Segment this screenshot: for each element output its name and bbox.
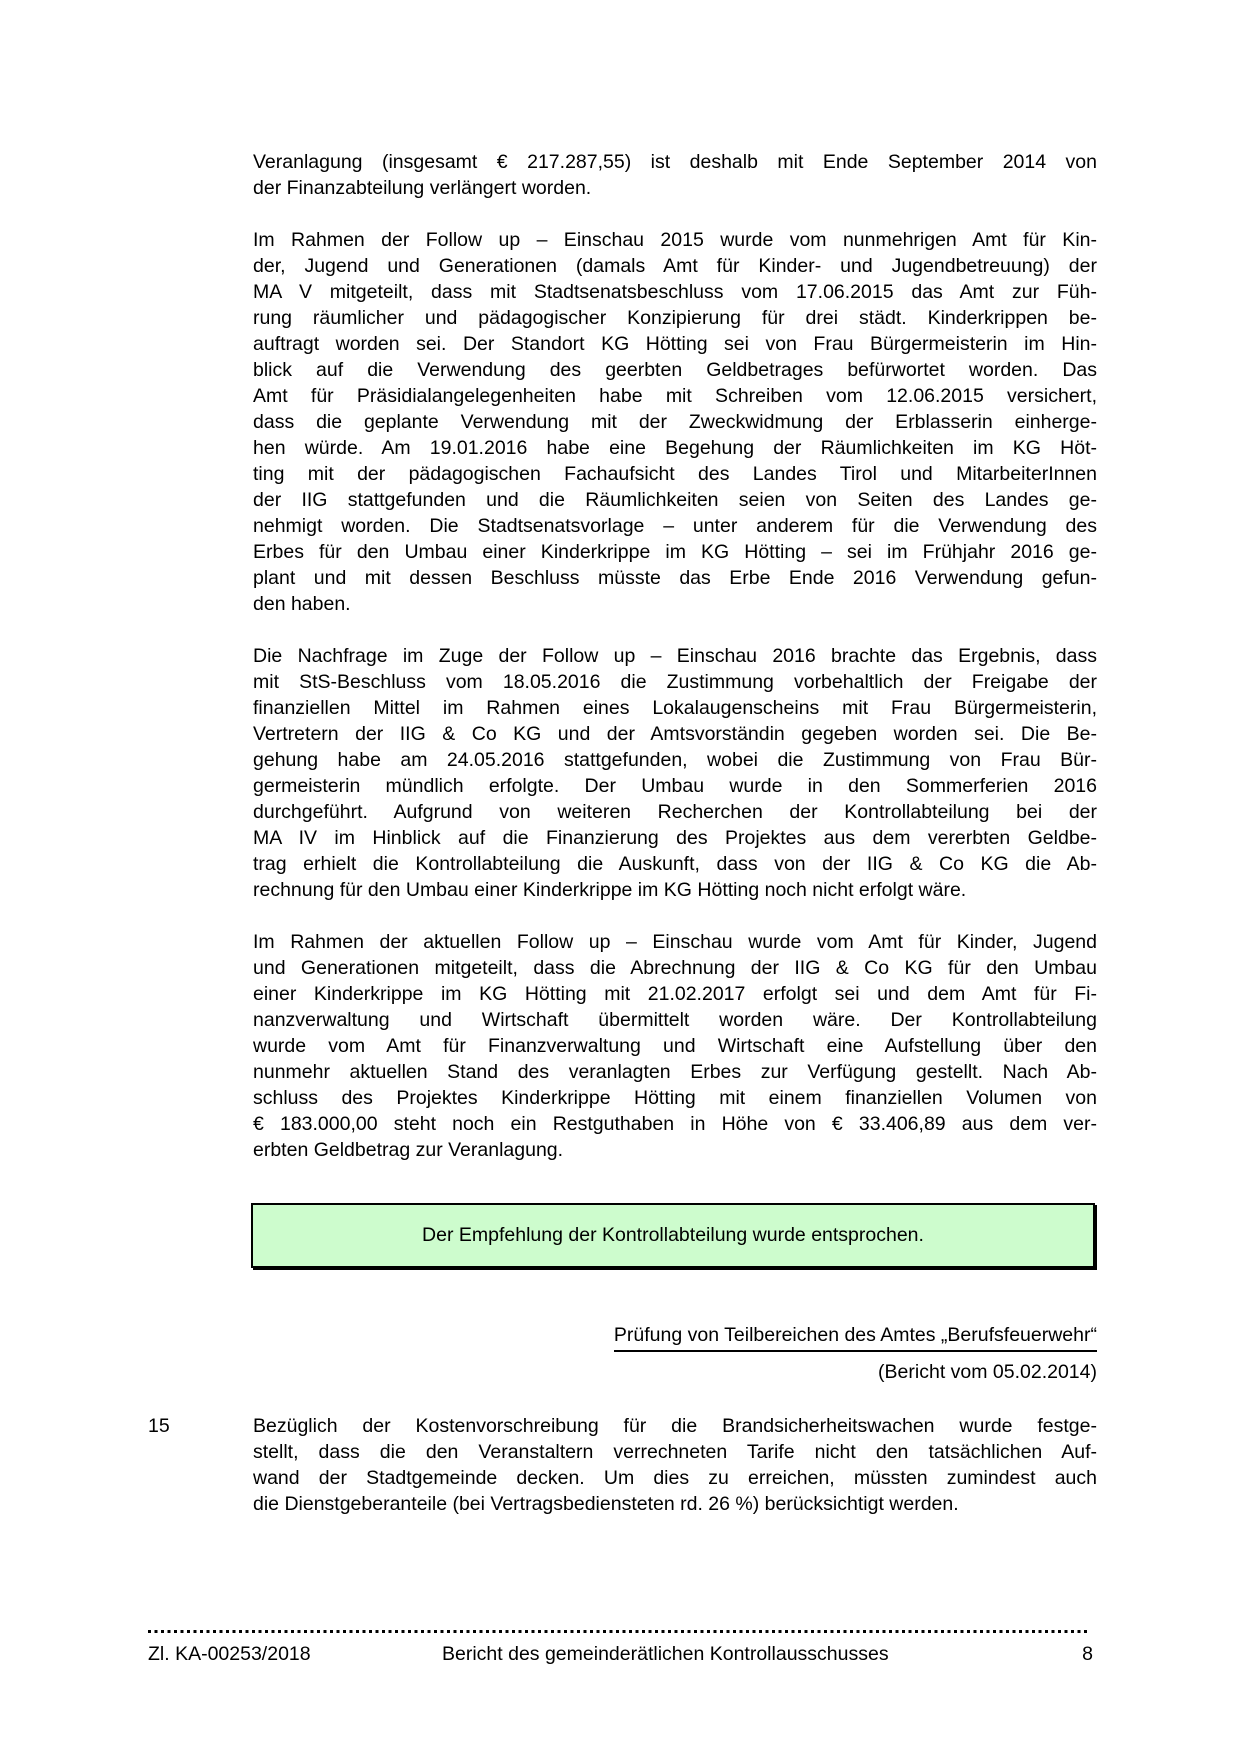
text-line: blick auf die Verwendung des geerbten Geldbetrages befürwortet worden. Das	[253, 359, 1097, 381]
text-line: trag erhielt die Kontrollabteilung die Auskunft, dass von der IIG & Co KG die Ab-	[253, 853, 1097, 875]
text-line: plant und mit dessen Beschluss müsste das Erbe Ende 2016 Verwendung gefun-	[253, 567, 1097, 589]
text-line: Bezüglich der Kostenvorschreibung für die Brandsicherheitswachen wurde festge-	[253, 1415, 1097, 1437]
text-line: wurde vom Amt für Finanzverwaltung und Wirtschaft eine Aufstellung über den	[253, 1035, 1097, 1057]
text-line: dass die geplante Verwendung mit der Zweckwidmung der Erblasserin einherge-	[253, 411, 1097, 433]
text-line: erbten Geldbetrag zur Veranlagung.	[253, 1139, 564, 1161]
text-line: der IIG stattgefunden und die Räumlichkeiten seien von Seiten des Landes ge-	[253, 489, 1097, 511]
text-line: Veranlagung (insgesamt € 217.287,55) ist deshalb mit Ende September 2014 von	[253, 151, 1097, 173]
text-line: einer Kinderkrippe im KG Hötting mit 21.02.2017 erfolgt sei und dem Amt für Fi-	[253, 983, 1097, 1005]
section-heading: Prüfung von Teilbereichen des Amtes „Berufsfeuerwehr“	[614, 1322, 1097, 1352]
numbered-item-15	[148, 1413, 1097, 1517]
text-line: mit StS-Beschluss vom 18.05.2016 die Zustimmung vorbehaltlich der Freigabe der	[253, 671, 1097, 693]
footer-row	[148, 1641, 1095, 1667]
paragraph-4	[253, 929, 1097, 1163]
text-line: Die Nachfrage im Zuge der Follow up – Einschau 2016 brachte das Ergebnis, dass	[253, 645, 1097, 667]
page-content	[148, 149, 1097, 1517]
section-subheading: (Bericht vom 05.02.2014)	[878, 1361, 1097, 1383]
footer-reference: Zl. KA-00253/2018	[148, 1643, 311, 1665]
text-line: nanzverwaltung und Wirtschaft übermittelt worden wäre. Der Kontrollabteilung	[253, 1009, 1097, 1031]
text-line: den haben.	[253, 593, 351, 615]
item-paragraph	[253, 1413, 1097, 1517]
text-line: germeisterin mündlich erfolgte. Der Umbau wurde in den Sommerferien 2016	[253, 775, 1097, 797]
text-line: der, Jugend und Generationen (damals Amt für Kinder- und Jugendbetreuung) der	[253, 255, 1097, 277]
text-line: € 183.000,00 steht noch ein Restguthaben in Höhe von € 33.406,89 aus dem ver-	[253, 1113, 1097, 1135]
recommendation-text: Der Empfehlung der Kontrollabteilung wurde entsprochen.	[422, 1224, 924, 1246]
text-line: Im Rahmen der Follow up – Einschau 2015 wurde vom nunmehrigen Amt für Kin-	[253, 229, 1097, 251]
section-heading-row	[148, 1322, 1097, 1352]
text-line: nunmehr aktuellen Stand des veranlagten Erbes zur Verfügung gestellt. Nach Ab-	[253, 1061, 1097, 1083]
footer-page-number: 8	[1082, 1643, 1093, 1665]
text-line: rechnung für den Umbau einer Kinderkrippe im KG Hötting noch nicht erfolgt wäre.	[253, 879, 967, 901]
text-line: finanziellen Mittel im Rahmen eines Lokalaugenscheins mit Frau Bürgermeisterin,	[253, 697, 1097, 719]
text-line: die Dienstgeberanteile (bei Vertragsbediensteten rd. 26 %) berücksichtigt werden.	[253, 1493, 959, 1515]
text-line: MA V mitgeteilt, dass mit Stadtsenatsbeschluss vom 17.06.2015 das Amt zur Füh-	[253, 281, 1097, 303]
text-line: rung räumlicher und pädagogischer Konzipierung für drei städt. Kinderkrippen be-	[253, 307, 1097, 329]
text-line: schluss des Projektes Kinderkrippe Hötting mit einem finanziellen Volumen von	[253, 1087, 1097, 1109]
text-line: stellt, dass die den Veranstaltern verrechneten Tarife nicht den tatsächlichen Auf-	[253, 1441, 1097, 1463]
recommendation-box	[251, 1203, 1095, 1268]
paragraph-3	[253, 643, 1097, 903]
text-line: MA IV im Hinblick auf die Finanzierung des Projektes aus dem vererbten Geldbe-	[253, 827, 1097, 849]
text-line: und Generationen mitgeteilt, dass die Abrechnung der IIG & Co KG für den Umbau	[253, 957, 1097, 979]
text-line: gehung habe am 24.05.2016 stattgefunden, wobei die Zustimmung von Frau Bür-	[253, 749, 1097, 771]
text-line: auftragt worden sei. Der Standort KG Hötting sei von Frau Bürgermeisterin im Hin-	[253, 333, 1097, 355]
text-line: hen würde. Am 19.01.2016 habe eine Begehung der Räumlichkeiten im KG Höt-	[253, 437, 1097, 459]
text-line: Erbes für den Umbau einer Kinderkrippe im KG Hötting – sei im Frühjahr 2016 ge-	[253, 541, 1097, 563]
text-line: der Finanzabteilung verlängert worden.	[253, 177, 592, 199]
text-line: Vertretern der IIG & Co KG und der Amtsvorständin gegeben worden sei. Die Be-	[253, 723, 1097, 745]
text-line: wand der Stadtgemeinde decken. Um dies zu erreichen, müssten zumindest auch	[253, 1467, 1097, 1489]
item-number: 15	[148, 1415, 170, 1437]
footer-divider	[148, 1630, 1089, 1633]
footer-title: Bericht des gemeinderätlichen Kontrollausschusses	[442, 1643, 889, 1665]
text-line: durchgeführt. Aufgrund von weiteren Recherchen der Kontrollabteilung bei der	[253, 801, 1097, 823]
text-line: ting mit der pädagogischen Fachaufsicht des Landes Tirol und MitarbeiterInnen	[253, 463, 1097, 485]
paragraph-2	[253, 227, 1097, 617]
text-line: Im Rahmen der aktuellen Follow up – Einschau wurde vom Amt für Kinder, Jugend	[253, 931, 1097, 953]
text-line: Amt für Präsidialangelegenheiten habe mit Schreiben vom 12.06.2015 versichert,	[253, 385, 1097, 407]
text-line: nehmigt worden. Die Stadtsenatsvorlage – unter anderem für die Verwendung des	[253, 515, 1097, 537]
page-footer	[148, 1630, 1095, 1667]
paragraph-1	[253, 149, 1097, 201]
